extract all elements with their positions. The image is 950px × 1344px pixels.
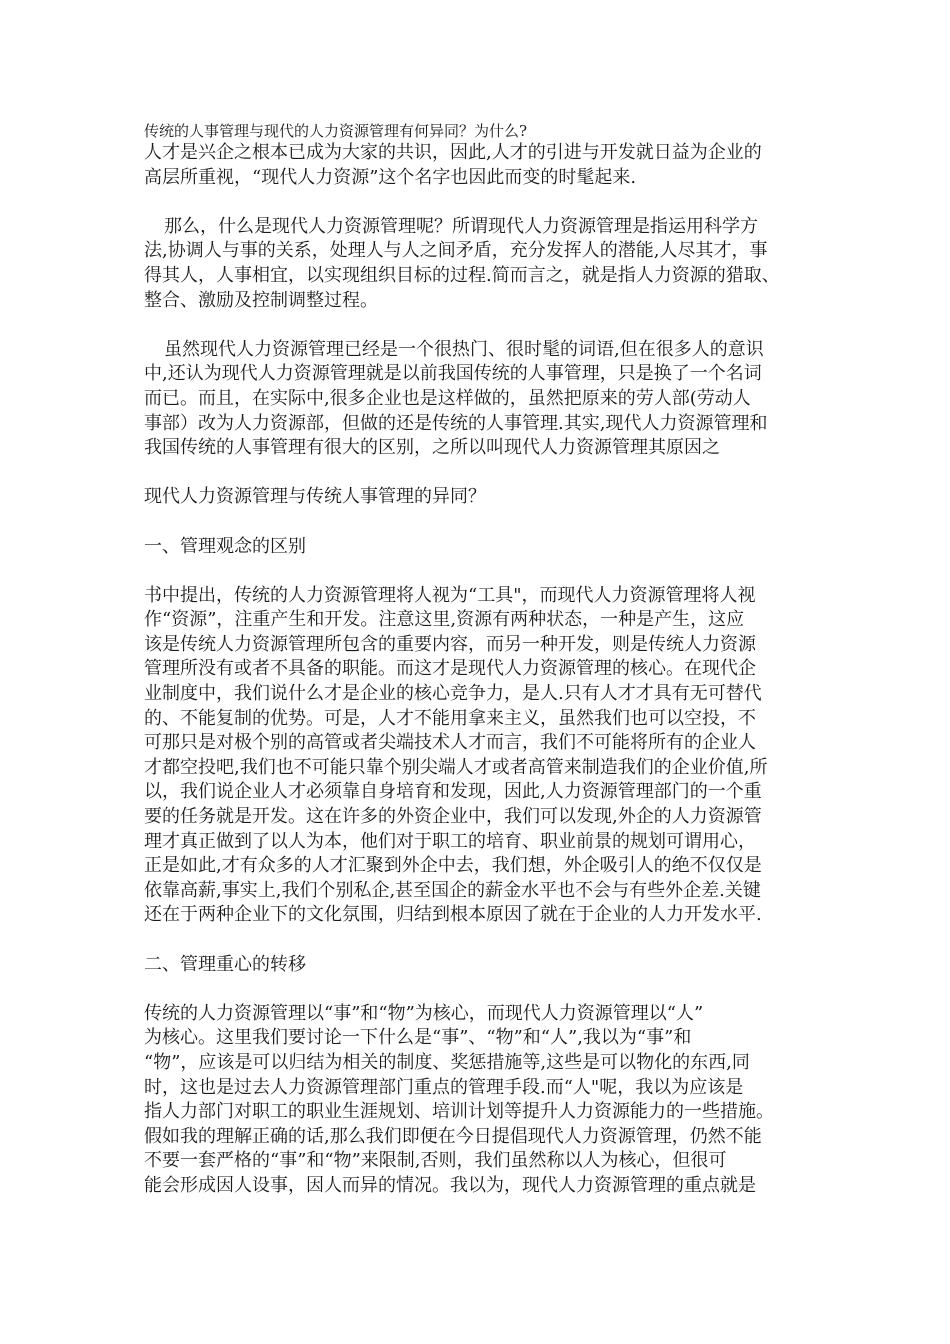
document-body (144, 121, 816, 1199)
text-line: 人才是兴企之根本已成为大家的共识，因此,人才的引进与开发就日益为企业的 (144, 142, 762, 163)
text-line: 事部）改为人力资源部，但做的还是传统的人事管理.其实,现代人力资源管理和 (144, 412, 768, 434)
text-line: 而已。而且，在实际中,很多企业也是这样做的，虽然把原来的劳人部(劳动人 (144, 387, 751, 409)
document-title: 传统的人事管理与现代的人力资源管理有何异同？为什么? (144, 122, 528, 140)
text-line: 依靠高薪,事实上,我们个别私企,甚至国企的薪金水平也不会与有些外企差.关键 (144, 879, 761, 901)
paragraph-p2 (144, 215, 816, 313)
text-line: 正是如此,才有众多的人才汇聚到外企中去，我们想，外企吸引人的绝不仅仅是 (144, 855, 762, 877)
text-line: 的、不能复制的优势。可是，人才不能用拿来主义，虽然我们也可以空投，不 (144, 707, 756, 729)
paragraph-p4 (144, 485, 816, 510)
paragraph-spacer (144, 977, 816, 1002)
paragraph-p1 (144, 141, 816, 190)
text-line: 管理所没有或者不具备的职能。而这才是现代人力资源管理的核心。在现代企 (144, 658, 756, 680)
paragraph-spacer (144, 510, 816, 535)
text-line: 传统的人力资源管理以“事”和“物”为核心，而现代人力资源管理以“人” (144, 1002, 704, 1024)
text-line: 该是传统人力资源管理所包含的重要内容，而另一种开发，则是传统人力资源 (144, 633, 756, 655)
paragraph-spacer (144, 559, 816, 584)
text-line: 以，我们说企业人才必须靠自身培育和发现，因此,人力资源管理部门的一个重 (144, 781, 762, 803)
text-line: 理才真正做到了以人为本，他们对于职工的培育、职业前景的规划可谓用心， (144, 830, 756, 852)
text-line: 中,还认为现代人力资源管理就是以前我国传统的人事管理，只是换了一个名词 (144, 363, 762, 385)
paragraph-spacer (144, 928, 816, 953)
text-line: 我国传统的人事管理有很大的区别，之所以叫现代人力资源管理其原因之 (144, 437, 720, 459)
paragraph-p8 (144, 1002, 816, 1199)
paragraph-spacer (144, 461, 816, 486)
text-line: 才都空投吧,我们也不可能只靠个别尖端人才或者高管来制造我们的企业价值,所 (144, 756, 768, 778)
text-line: 假如我的理解正确的话,那么我们即便在今日提倡现代人力资源管理，仍然不能 (144, 1125, 762, 1147)
text-line: 那么，什么是现代人力资源管理呢？所谓现代人力资源管理是指运用科学方 (164, 215, 758, 237)
text-line: 高层所重视，“现代人力资源”这个名字也因此而变的时髦起来. (144, 166, 637, 188)
text-line: 可那只是对极个别的高管或者尖端技术人才而言，我们不可能将所有的企业人 (144, 732, 756, 754)
paragraph-container (144, 141, 816, 1199)
paragraph-p7 (144, 953, 816, 978)
text-line: 法,协调人与事的关系，处理人与人之间矛盾，充分发挥人的潜能,人尽其才，事 (144, 240, 768, 262)
text-line: 时，这也是过去人力资源管理部门重点的管理手段.而“人"呢，我以为应该是 (144, 1076, 744, 1098)
text-line: 一、管理观念的区别 (144, 535, 306, 557)
text-line: 要的任务就是开发。这在许多的外资企业中，我们可以发现,外企的人力资源管 (144, 806, 762, 828)
paragraph-spacer (144, 313, 816, 338)
text-line: 得其人，人事相宜，以实现组织目标的过程.简而言之，就是指人力资源的猎取、 (144, 264, 780, 286)
text-line: 为核心。这里我们要讨论一下什么是“事”、“物”和“人”,我以为“事”和 (144, 1027, 692, 1049)
text-line: 业制度中，我们说什么才是企业的核心竞争力，是人.只有人才才具有无可替代 (144, 683, 762, 705)
text-line: “物”，应该是可以归结为相关的制度、奖惩措施等,这些是可以物化的东西,同 (144, 1051, 750, 1073)
text-line: 作“资源”，注重产生和开发。注意这里,资源有两种状态，一种是产生，这应 (144, 609, 745, 631)
paragraph-p5 (144, 535, 816, 560)
text-line: 还在于两种企业下的文化氛围，归结到根本原因了就在于企业的人力开发水平. (144, 904, 762, 926)
text-line: 不要一套严格的“事”和“物”来限制,否则，我们虽然称以人为核心，但很可 (144, 1150, 727, 1172)
text-line: 指人力部门对职工的职业生涯规划、培训计划等提升人力资源能力的一些措施。 (144, 1101, 774, 1123)
text-line: 书中提出，传统的人力资源管理将人视为“工具"，而现代人力资源管理将人视 (144, 584, 756, 606)
text-line: 二、管理重心的转移 (144, 953, 306, 975)
text-line: 现代人力资源管理与传统人事管理的异同？ (144, 486, 486, 508)
text-line: 整合、激励及控制调整过程。 (144, 289, 378, 311)
paragraph-p6 (144, 584, 816, 928)
paragraph-spacer (144, 190, 816, 215)
paragraph-p3 (144, 338, 816, 461)
text-line: 虽然现代人力资源管理已经是一个很热门、很时髦的词语,但在很多人的意识 (164, 338, 764, 360)
text-line: 能会形成因人设事，因人而异的情况。我以为，现代人力资源管理的重点就是 (144, 1174, 756, 1196)
